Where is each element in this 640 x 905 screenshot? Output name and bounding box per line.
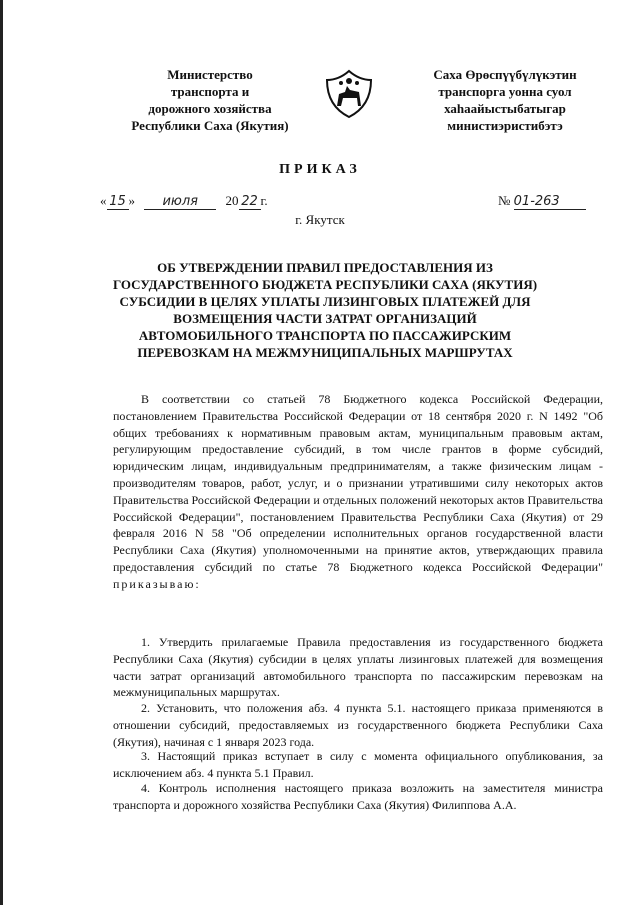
ministry-sakha-line-4: министиэристибэтэ bbox=[447, 118, 563, 133]
ministry-name-russian bbox=[110, 66, 310, 134]
item-3-paragraph bbox=[113, 748, 603, 782]
order-number-value: 01-263 bbox=[514, 195, 586, 210]
item-4-text: 4. Контроль исполнения настоящего приказа возложить на заместителя министра транспорта и дорожного хозяйства Республики Саха (Якутия) Филиппова А.А. bbox=[113, 781, 603, 812]
item-2-text: 2. Установить, что положения абз. 4 пункта 5.1. настоящего приказа применяются в отношении субсидий, предоставляемых из государственного бюджета Республики Саха (Якутия), начиная с 1 января 2023 года. bbox=[113, 701, 603, 749]
item-3-text: 3. Настоящий приказ вступает в силу с момента официального опубликования, за исключением абз. 4 пункта 5.1 Правил. bbox=[113, 749, 603, 780]
ministry-sakha-line-2: транспорга уонна суол bbox=[438, 84, 572, 99]
coat-of-arms-emblem bbox=[323, 68, 375, 120]
ministry-ru-line-4: Республики Саха (Якутия) bbox=[131, 118, 289, 133]
date-quote-open: « bbox=[100, 193, 107, 208]
ministry-ru-line-3: дорожного хозяйства bbox=[148, 101, 272, 116]
ministry-name-sakha bbox=[405, 66, 605, 134]
heading-line-3: СУБСИДИИ В ЦЕЛЯХ УПЛАТЫ ЛИЗИНГОВЫХ ПЛАТЕЖЕЙ ДЛЯ bbox=[119, 294, 531, 309]
heading-line-1: ОБ УТВЕРЖДЕНИИ ПРАВИЛ ПРЕДОСТАВЛЕНИЯ ИЗ bbox=[157, 260, 493, 275]
date-year-suffix: 22 bbox=[239, 195, 261, 210]
date-suffix: г. bbox=[260, 193, 268, 208]
item-1-paragraph bbox=[113, 634, 603, 701]
preamble-paragraph bbox=[113, 391, 603, 593]
ministry-ru-line-2: транспорта и bbox=[170, 84, 250, 99]
date-year-prefix: 20 bbox=[225, 193, 239, 208]
heading-line-6: ПЕРЕВОЗКАМ НА МЕЖМУНИЦИПАЛЬНЫХ МАРШРУТАХ bbox=[137, 345, 513, 360]
date-quote-close: » bbox=[128, 193, 135, 208]
ministry-sakha-line-1: Саха Өрөспүүбүлүкэтин bbox=[433, 67, 577, 82]
item-2-paragraph bbox=[113, 700, 603, 750]
item-1-text: 1. Утвердить прилагаемые Правила предоставления из государственного бюджета Республики Саха (Якутия) субсидии в целях уплаты лизинговых платежей для возмещения части затрат организаций автомобильного транспорта по пассажирским перевозкам на межмуниципальных маршрутах. bbox=[113, 635, 603, 700]
heading-line-4: ВОЗМЕЩЕНИЯ ЧАСТИ ЗАТРАТ ОРГАНИЗАЦИЙ bbox=[173, 311, 477, 326]
order-heading bbox=[90, 259, 560, 361]
heading-line-2: ГОСУДАРСТВЕННОГО БЮДЖЕТА РЕСПУБЛИКИ САХА (ЯКУТИЯ) bbox=[112, 277, 538, 292]
command-word: приказываю: bbox=[113, 576, 201, 591]
number-sign: № bbox=[498, 193, 511, 208]
scan-edge-line bbox=[0, 0, 3, 905]
order-date bbox=[100, 193, 268, 210]
ministry-sakha-line-3: хаһаайыстыбатыгар bbox=[444, 101, 566, 116]
order-title: ПРИКАЗ bbox=[279, 162, 361, 177]
item-4-paragraph bbox=[113, 780, 603, 814]
order-city: г. Якутск bbox=[295, 212, 345, 227]
ministry-ru-line-1: Министерство bbox=[167, 67, 253, 82]
date-day: 15 bbox=[107, 195, 129, 210]
order-number bbox=[498, 193, 586, 210]
preamble-text: В соответствии со статьей 78 Бюджетного кодекса Российской Федерации, постановлением Правительства Российской Федерации от 18 сентября 2020 г. N 1492 "Об общих требованиях к нормативным правовым актам, муниципальным правовым актам, регулирующим предоставление субсидий, в том числе грантов в форме субсидий, юридическим лицам, индивидуальным предпринимателям, а также физическим лицам - производителям товаров, работ, услуг, и о признании утратившими силу некоторых актов Правительства Российской Федерации и отдельных положений некоторых актов Правительства Российской Федерации", постановлением Правительства Республики Саха (Якутия) от 29 февраля 2016 N 58 "Об определении исполнительных органов государственной власти Республики Саха (Якутия) уполномоченными на принятие актов, утверждающих правила предоставления субсидий по статье 78 Бюджетного кодекса Российской Федерации" bbox=[113, 392, 603, 574]
heading-line-5: АВТОМОБИЛЬНОГО ТРАНСПОРТА ПО ПАССАЖИРСКИМ bbox=[138, 328, 512, 343]
date-month: июля bbox=[144, 195, 216, 210]
